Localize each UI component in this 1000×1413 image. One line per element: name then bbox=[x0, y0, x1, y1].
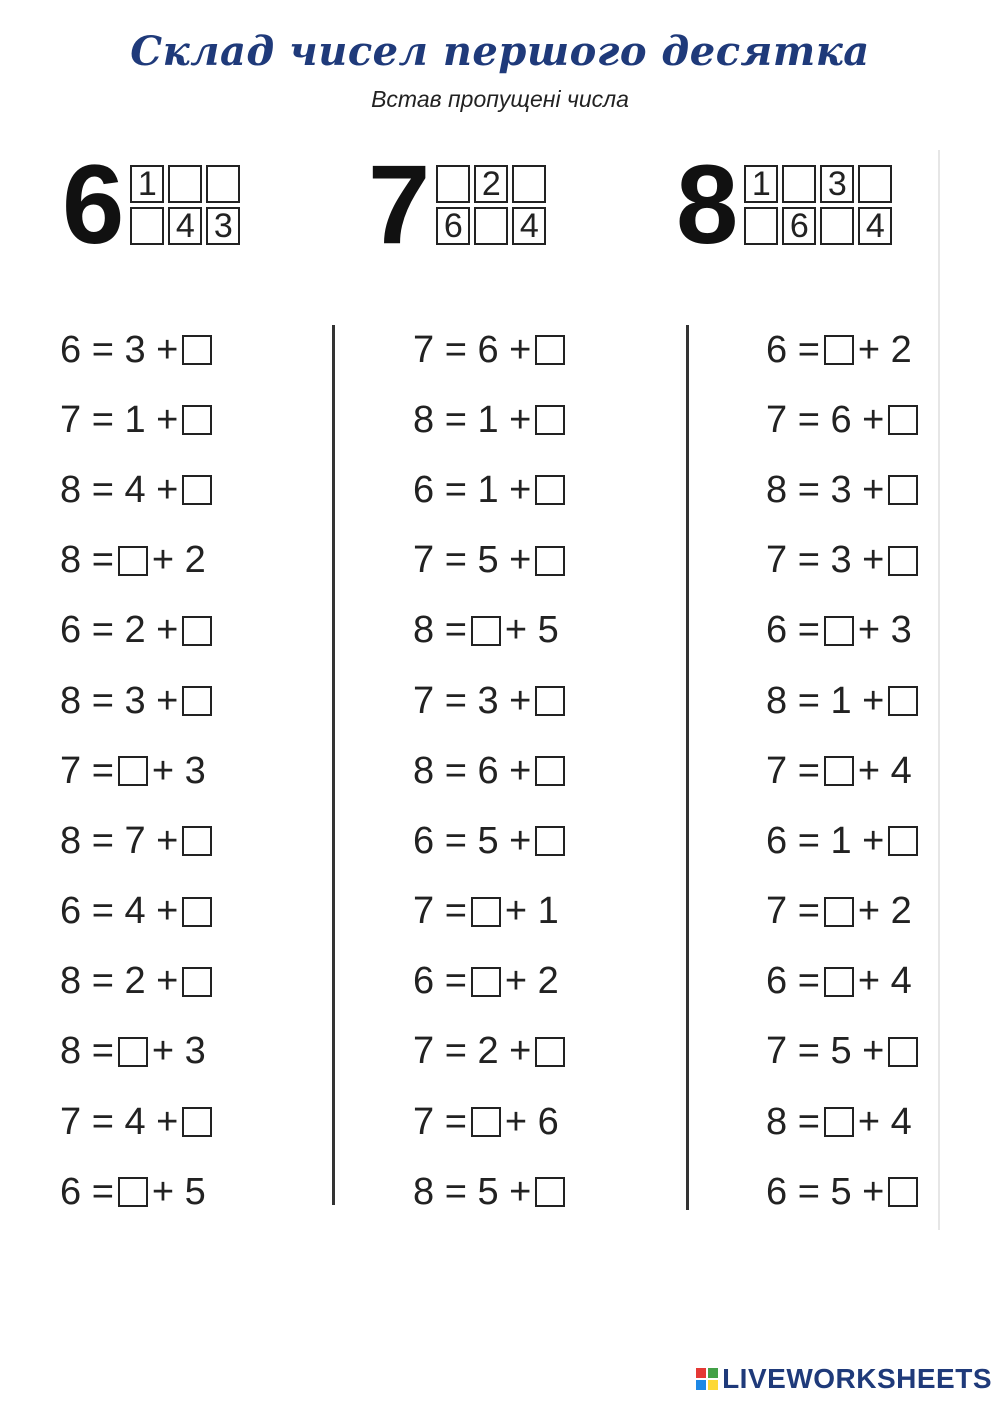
equals-sign: = bbox=[81, 539, 114, 582]
equation-total: 7 bbox=[766, 539, 788, 582]
house-cell-top[interactable] bbox=[436, 165, 470, 203]
equals-sign: = bbox=[81, 749, 114, 792]
house-cell-top[interactable]: 1 bbox=[744, 165, 778, 203]
plus-sign: + bbox=[498, 819, 532, 862]
equation-addend: 2 bbox=[890, 890, 912, 933]
equation-addend: 1 bbox=[830, 819, 852, 862]
equation-row bbox=[413, 947, 569, 1017]
equation-total: 7 bbox=[413, 1030, 435, 1073]
equation-total: 6 bbox=[60, 328, 82, 371]
equation-row bbox=[766, 1157, 922, 1227]
equation-addend: 3 bbox=[124, 328, 146, 371]
equals-sign: = bbox=[787, 1100, 820, 1143]
equals-sign: = bbox=[434, 679, 467, 722]
equation-addend: 2 bbox=[890, 328, 912, 371]
equals-sign: = bbox=[787, 1170, 820, 1213]
equation-row bbox=[766, 385, 922, 455]
plus-sign: + bbox=[498, 328, 532, 371]
answer-box[interactable] bbox=[824, 967, 854, 997]
equation-addend: 3 bbox=[830, 468, 852, 511]
equation-addend: 5 bbox=[477, 539, 499, 582]
plus-sign: + bbox=[504, 960, 538, 1003]
equation-row bbox=[60, 947, 216, 1017]
equals-sign: = bbox=[81, 960, 114, 1003]
equals-sign: = bbox=[434, 468, 467, 511]
house-pair bbox=[782, 165, 816, 245]
equals-sign: = bbox=[434, 328, 467, 371]
equation-addend: 4 bbox=[890, 960, 912, 1003]
equation-total: 7 bbox=[413, 328, 435, 371]
equation-row bbox=[413, 385, 569, 455]
equals-sign: = bbox=[787, 468, 820, 511]
house-cell-bottom[interactable]: 4 bbox=[168, 207, 202, 245]
house-cell-bottom[interactable]: 3 bbox=[206, 207, 240, 245]
column-divider bbox=[686, 325, 689, 1210]
house-cell-top[interactable] bbox=[206, 165, 240, 203]
logo-text: LIVEWORKSHEETS bbox=[722, 1363, 992, 1394]
house-cell-top[interactable] bbox=[782, 165, 816, 203]
equation-row bbox=[413, 1157, 569, 1227]
equation-row bbox=[766, 1087, 922, 1157]
equation-addend: 4 bbox=[124, 468, 146, 511]
equals-sign: = bbox=[787, 679, 820, 722]
equation-column-3 bbox=[766, 315, 922, 1227]
equation-addend: 5 bbox=[830, 1030, 852, 1073]
equation-row bbox=[60, 1157, 216, 1227]
equation-row bbox=[60, 315, 216, 385]
plus-sign: + bbox=[498, 679, 532, 722]
page-title: Склад чисел першого десятка bbox=[130, 28, 870, 75]
equation-total: 8 bbox=[60, 539, 82, 582]
equals-sign: = bbox=[434, 1170, 467, 1213]
equation-row bbox=[413, 877, 569, 947]
house-pair bbox=[130, 165, 164, 245]
equation-addend: 6 bbox=[477, 749, 499, 792]
plus-sign: + bbox=[145, 819, 179, 862]
equals-sign: = bbox=[787, 398, 820, 441]
answer-box[interactable] bbox=[535, 756, 565, 786]
plus-sign: + bbox=[498, 468, 532, 511]
equation-total: 7 bbox=[413, 539, 435, 582]
house-cell-top[interactable]: 1 bbox=[130, 165, 164, 203]
equation-row bbox=[413, 666, 569, 736]
equation-addend: 5 bbox=[477, 819, 499, 862]
equals-sign: = bbox=[81, 679, 114, 722]
equation-row bbox=[60, 1087, 216, 1157]
answer-box[interactable] bbox=[471, 897, 501, 927]
equation-addend: 3 bbox=[124, 679, 146, 722]
equals-sign: = bbox=[434, 819, 467, 862]
answer-box[interactable] bbox=[888, 686, 918, 716]
plus-sign: + bbox=[498, 539, 532, 582]
house-cell-bottom[interactable]: 6 bbox=[436, 207, 470, 245]
equals-sign: = bbox=[434, 890, 467, 933]
answer-box[interactable] bbox=[118, 1037, 148, 1067]
equation-total: 8 bbox=[413, 749, 435, 792]
equals-sign: = bbox=[434, 539, 467, 582]
plus-sign: + bbox=[498, 1170, 532, 1213]
answer-box[interactable] bbox=[535, 1177, 565, 1207]
plus-sign: + bbox=[145, 328, 179, 371]
equation-row bbox=[766, 526, 922, 596]
equation-row bbox=[60, 877, 216, 947]
plus-sign: + bbox=[151, 539, 185, 582]
equation-row bbox=[60, 526, 216, 596]
equation-row bbox=[60, 806, 216, 876]
equation-row bbox=[766, 947, 922, 1017]
equation-addend: 5 bbox=[830, 1170, 852, 1213]
answer-box[interactable] bbox=[888, 405, 918, 435]
equation-addend: 6 bbox=[477, 328, 499, 371]
house-pair bbox=[474, 165, 508, 245]
plus-sign: + bbox=[145, 609, 179, 652]
equation-row bbox=[60, 666, 216, 736]
answer-box[interactable] bbox=[824, 616, 854, 646]
house-pair bbox=[206, 165, 240, 245]
house-cell-bottom[interactable] bbox=[130, 207, 164, 245]
house-cell-bottom[interactable]: 6 bbox=[782, 207, 816, 245]
equation-total: 8 bbox=[60, 1030, 82, 1073]
house-cell-bottom[interactable]: 4 bbox=[858, 207, 892, 245]
equation-total: 8 bbox=[60, 468, 82, 511]
equation-addend: 3 bbox=[184, 1030, 206, 1073]
answer-box[interactable] bbox=[535, 1037, 565, 1067]
equation-addend: 5 bbox=[184, 1170, 206, 1213]
equation-addend: 7 bbox=[124, 819, 146, 862]
equation-total: 8 bbox=[766, 679, 788, 722]
equation-total: 6 bbox=[60, 890, 82, 933]
plus-sign: + bbox=[151, 1030, 185, 1073]
equals-sign: = bbox=[81, 609, 114, 652]
equation-addend: 1 bbox=[830, 679, 852, 722]
plus-sign: + bbox=[504, 890, 538, 933]
equals-sign: = bbox=[787, 749, 820, 792]
equation-total: 8 bbox=[766, 468, 788, 511]
plus-sign: + bbox=[857, 609, 891, 652]
equation-addend: 2 bbox=[124, 609, 146, 652]
house-cell-top[interactable] bbox=[858, 165, 892, 203]
answer-box[interactable] bbox=[182, 335, 212, 365]
equation-total: 8 bbox=[766, 1100, 788, 1143]
equation-addend: 1 bbox=[477, 398, 499, 441]
answer-box[interactable] bbox=[888, 826, 918, 856]
plus-sign: + bbox=[151, 749, 185, 792]
equation-row bbox=[60, 385, 216, 455]
house-cell-top[interactable]: 2 bbox=[474, 165, 508, 203]
equals-sign: = bbox=[81, 1170, 114, 1213]
answer-box[interactable] bbox=[824, 897, 854, 927]
equation-row bbox=[413, 526, 569, 596]
equation-addend: 4 bbox=[124, 1100, 146, 1143]
equation-addend: 2 bbox=[477, 1030, 499, 1073]
equation-column-2 bbox=[413, 315, 569, 1227]
house-pair bbox=[168, 165, 202, 245]
equation-total: 8 bbox=[413, 398, 435, 441]
answer-box[interactable] bbox=[535, 335, 565, 365]
column-divider bbox=[332, 325, 335, 1205]
answer-box[interactable] bbox=[182, 967, 212, 997]
equals-sign: = bbox=[81, 468, 114, 511]
house-cell-top[interactable] bbox=[512, 165, 546, 203]
equation-row bbox=[413, 736, 569, 806]
equation-row bbox=[413, 806, 569, 876]
house-pair bbox=[512, 165, 546, 245]
equation-addend: 3 bbox=[830, 539, 852, 582]
answer-box[interactable] bbox=[182, 405, 212, 435]
answer-box[interactable] bbox=[824, 335, 854, 365]
equals-sign: = bbox=[434, 609, 467, 652]
equation-total: 8 bbox=[60, 679, 82, 722]
equation-total: 7 bbox=[766, 1030, 788, 1073]
plus-sign: + bbox=[498, 749, 532, 792]
equation-addend: 4 bbox=[124, 890, 146, 933]
equals-sign: = bbox=[787, 890, 820, 933]
plus-sign: + bbox=[851, 819, 885, 862]
scan-edge bbox=[938, 150, 940, 1230]
equals-sign: = bbox=[434, 398, 467, 441]
equation-total: 7 bbox=[60, 749, 82, 792]
equation-total: 6 bbox=[766, 609, 788, 652]
equals-sign: = bbox=[434, 749, 467, 792]
plus-sign: + bbox=[151, 1170, 185, 1213]
equation-row bbox=[60, 596, 216, 666]
equation-addend: 6 bbox=[537, 1100, 559, 1143]
equals-sign: = bbox=[434, 1030, 467, 1073]
plus-sign: + bbox=[851, 398, 885, 441]
plus-sign: + bbox=[145, 468, 179, 511]
equation-row bbox=[60, 455, 216, 525]
equation-addend: 3 bbox=[890, 609, 912, 652]
answer-box[interactable] bbox=[888, 1037, 918, 1067]
equation-total: 6 bbox=[413, 819, 435, 862]
plus-sign: + bbox=[857, 328, 891, 371]
house-cell-bottom[interactable]: 4 bbox=[512, 207, 546, 245]
answer-box[interactable] bbox=[888, 475, 918, 505]
equation-total: 7 bbox=[413, 679, 435, 722]
equation-row bbox=[766, 455, 922, 525]
equation-row bbox=[413, 455, 569, 525]
answer-box[interactable] bbox=[118, 1177, 148, 1207]
equation-addend: 2 bbox=[537, 960, 559, 1003]
equals-sign: = bbox=[434, 1100, 467, 1143]
house-number: 8 bbox=[676, 142, 739, 267]
plus-sign: + bbox=[145, 1100, 179, 1143]
house-cell-bottom[interactable] bbox=[820, 207, 854, 245]
plus-sign: + bbox=[857, 960, 891, 1003]
house-number: 7 bbox=[368, 142, 431, 267]
logo-mark-icon bbox=[696, 1368, 718, 1390]
plus-sign: + bbox=[504, 609, 538, 652]
equation-addend: 5 bbox=[537, 609, 559, 652]
equation-column-1 bbox=[60, 315, 216, 1227]
equation-total: 7 bbox=[60, 398, 82, 441]
answer-box[interactable] bbox=[824, 756, 854, 786]
equation-total: 7 bbox=[766, 398, 788, 441]
equation-total: 6 bbox=[766, 819, 788, 862]
equals-sign: = bbox=[81, 1100, 114, 1143]
equation-addend: 1 bbox=[477, 468, 499, 511]
plus-sign: + bbox=[857, 1100, 891, 1143]
answer-box[interactable] bbox=[824, 1107, 854, 1137]
equation-row bbox=[413, 1087, 569, 1157]
number-house-8 bbox=[676, 142, 896, 267]
plus-sign: + bbox=[851, 1170, 885, 1213]
equation-addend: 4 bbox=[890, 749, 912, 792]
equation-row bbox=[413, 1017, 569, 1087]
equals-sign: = bbox=[787, 539, 820, 582]
equation-row bbox=[766, 1017, 922, 1087]
equation-addend: 6 bbox=[830, 398, 852, 441]
number-house-7 bbox=[368, 142, 550, 267]
equation-row bbox=[413, 596, 569, 666]
answer-box[interactable] bbox=[182, 1107, 212, 1137]
equals-sign: = bbox=[787, 819, 820, 862]
plus-sign: + bbox=[145, 398, 179, 441]
answer-box[interactable] bbox=[535, 686, 565, 716]
house-cell-bottom[interactable] bbox=[474, 207, 508, 245]
plus-sign: + bbox=[504, 1100, 538, 1143]
house-pair bbox=[820, 165, 854, 245]
house-pair bbox=[858, 165, 892, 245]
equation-total: 6 bbox=[413, 960, 435, 1003]
number-house-6 bbox=[62, 142, 244, 267]
equation-row bbox=[60, 736, 216, 806]
equation-total: 6 bbox=[413, 468, 435, 511]
equation-total: 7 bbox=[766, 890, 788, 933]
equation-total: 8 bbox=[413, 1170, 435, 1213]
page-subtitle: Встав пропущені числа bbox=[371, 86, 629, 112]
equation-addend: 3 bbox=[477, 679, 499, 722]
answer-box[interactable] bbox=[888, 546, 918, 576]
answer-box[interactable] bbox=[535, 405, 565, 435]
equation-total: 6 bbox=[766, 960, 788, 1003]
equals-sign: = bbox=[787, 960, 820, 1003]
equals-sign: = bbox=[81, 328, 114, 371]
answer-box[interactable] bbox=[471, 616, 501, 646]
equals-sign: = bbox=[81, 890, 114, 933]
equation-addend: 2 bbox=[124, 960, 146, 1003]
house-cell-top[interactable]: 3 bbox=[820, 165, 854, 203]
equals-sign: = bbox=[81, 819, 114, 862]
equation-row bbox=[413, 315, 569, 385]
equation-addend: 1 bbox=[124, 398, 146, 441]
plus-sign: + bbox=[498, 1030, 532, 1073]
equation-total: 6 bbox=[766, 1170, 788, 1213]
equation-row bbox=[766, 315, 922, 385]
plus-sign: + bbox=[145, 960, 179, 1003]
equation-total: 7 bbox=[413, 1100, 435, 1143]
equation-addend: 5 bbox=[477, 1170, 499, 1213]
answer-box[interactable] bbox=[182, 616, 212, 646]
equation-total: 8 bbox=[60, 960, 82, 1003]
equation-total: 7 bbox=[413, 890, 435, 933]
house-cell-top[interactable] bbox=[168, 165, 202, 203]
answer-box[interactable] bbox=[535, 826, 565, 856]
equation-total: 7 bbox=[766, 749, 788, 792]
answer-box[interactable] bbox=[182, 686, 212, 716]
equation-total: 6 bbox=[60, 609, 82, 652]
equation-total: 8 bbox=[413, 609, 435, 652]
plus-sign: + bbox=[851, 1030, 885, 1073]
plus-sign: + bbox=[857, 890, 891, 933]
answer-box[interactable] bbox=[888, 1177, 918, 1207]
answer-box[interactable] bbox=[471, 967, 501, 997]
plus-sign: + bbox=[145, 679, 179, 722]
equation-addend: 1 bbox=[537, 890, 559, 933]
answer-box[interactable] bbox=[535, 475, 565, 505]
answer-box[interactable] bbox=[118, 756, 148, 786]
equation-row bbox=[766, 666, 922, 736]
answer-box[interactable] bbox=[182, 475, 212, 505]
liveworksheets-logo bbox=[696, 1363, 992, 1395]
equation-addend: 4 bbox=[890, 1100, 912, 1143]
equation-addend: 2 bbox=[184, 539, 206, 582]
equation-total: 8 bbox=[60, 819, 82, 862]
answer-box[interactable] bbox=[182, 826, 212, 856]
house-number: 6 bbox=[62, 142, 125, 267]
equals-sign: = bbox=[787, 609, 820, 652]
equation-total: 6 bbox=[766, 328, 788, 371]
equation-addend: 3 bbox=[184, 749, 206, 792]
plus-sign: + bbox=[851, 539, 885, 582]
equation-row bbox=[766, 806, 922, 876]
equation-total: 7 bbox=[60, 1100, 82, 1143]
equation-row bbox=[766, 596, 922, 666]
equals-sign: = bbox=[787, 1030, 820, 1073]
house-pair bbox=[744, 165, 778, 245]
answer-box[interactable] bbox=[182, 897, 212, 927]
plus-sign: + bbox=[145, 890, 179, 933]
equation-row bbox=[60, 1017, 216, 1087]
equals-sign: = bbox=[434, 960, 467, 1003]
answer-box[interactable] bbox=[471, 1107, 501, 1137]
equals-sign: = bbox=[81, 1030, 114, 1073]
house-cell-bottom[interactable] bbox=[744, 207, 778, 245]
plus-sign: + bbox=[851, 679, 885, 722]
equation-row bbox=[766, 877, 922, 947]
equals-sign: = bbox=[787, 328, 820, 371]
plus-sign: + bbox=[498, 398, 532, 441]
answer-box[interactable] bbox=[118, 546, 148, 576]
plus-sign: + bbox=[857, 749, 891, 792]
equation-row bbox=[766, 736, 922, 806]
answer-box[interactable] bbox=[535, 546, 565, 576]
equals-sign: = bbox=[81, 398, 114, 441]
equation-total: 6 bbox=[60, 1170, 82, 1213]
plus-sign: + bbox=[851, 468, 885, 511]
house-pair bbox=[436, 165, 470, 245]
